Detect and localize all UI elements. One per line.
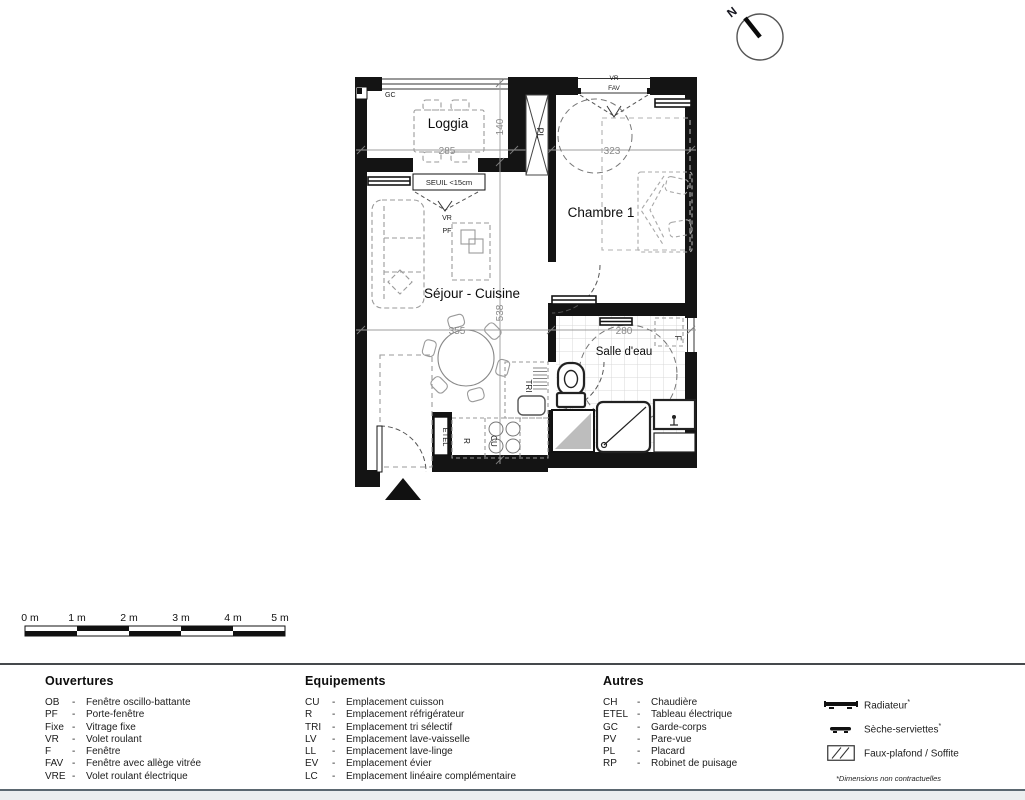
column-post-core <box>357 88 362 94</box>
legend-item <box>305 758 516 770</box>
scale-bar <box>21 612 289 636</box>
scale-label-2: 2 m <box>120 612 138 624</box>
scale-label-5: 5 m <box>271 612 289 624</box>
entry-zone <box>380 355 432 467</box>
symbol-label-sup: * <box>907 698 911 706</box>
legend-item-sep: - <box>332 721 336 733</box>
legend-equipements <box>305 674 516 783</box>
legend-item-label: Pare-vue <box>651 733 692 745</box>
legend-item <box>305 697 516 709</box>
legend-symbol-label <box>864 747 959 759</box>
label-tri: TRI <box>524 379 533 393</box>
legend-item-label: Emplacement cuisson <box>346 697 444 708</box>
room-label-loggia: Loggia <box>427 116 469 131</box>
legend-item-sep: - <box>332 709 336 721</box>
legend-item-code: R <box>305 709 313 721</box>
legend-item-label: Emplacement réfrigérateur <box>346 709 465 721</box>
bed <box>638 172 692 252</box>
legend-top-rule <box>0 663 1025 665</box>
legend-item-label: Emplacement lave-linge <box>346 746 453 758</box>
towel-dryer-icon <box>818 725 864 734</box>
label-etel: ETEL <box>441 427 450 447</box>
legend-item-code: F <box>45 746 52 758</box>
window-salle-eau <box>685 318 697 352</box>
legend-item-label: Fenêtre <box>86 746 121 758</box>
label-pl: PL <box>535 127 545 139</box>
legend-item-code: PL <box>603 746 616 758</box>
legend-equipements-title: Equipements <box>305 674 386 688</box>
sofa <box>372 200 424 308</box>
legend-item-code: GC <box>603 721 618 733</box>
legend-autres <box>603 674 737 771</box>
loggia-railing <box>382 79 508 89</box>
legend-item <box>305 771 516 783</box>
dim-sejour-width: 355 <box>448 326 466 337</box>
technical-shaft <box>552 410 594 452</box>
legend-item <box>45 771 201 783</box>
legend-item-label: Placard <box>651 746 685 758</box>
bathroom-sink <box>654 400 695 452</box>
legend-item-code: CU <box>305 697 320 708</box>
legend-item-sep: - <box>72 746 76 758</box>
room-label-salle-eau: Salle d'eau <box>595 346 653 358</box>
coffee-table <box>452 223 490 280</box>
label-vr-chambre: VR <box>609 75 619 82</box>
legend-item-sep: - <box>332 770 336 782</box>
legend-item-code: VR <box>45 733 59 745</box>
legend-item-sep: - <box>72 709 76 721</box>
legend-item-label: Emplacement tri sélectif <box>346 721 453 733</box>
legend-item-sep: - <box>72 721 76 733</box>
legend-item-label: Fenêtre oscillo-battante <box>86 697 191 708</box>
dim-loggia-height: 140 <box>495 118 506 136</box>
legend-symbol-faux-plafond <box>818 741 1023 765</box>
page-bottom-strip <box>0 791 1025 800</box>
scale-label-0: 0 m <box>21 612 39 624</box>
legend-symbol-label <box>864 699 910 711</box>
dining-table <box>421 313 510 402</box>
compass-north-label: N <box>724 3 740 21</box>
room-label-sejour-cuisine: Séjour - Cuisine <box>423 286 521 301</box>
legend-item-code: VRE <box>45 770 66 782</box>
legend-item-label: Vitrage fixe <box>86 721 136 733</box>
legend-item-sep: - <box>637 721 641 733</box>
seche-serviettes <box>600 318 632 325</box>
legend-symbol-label <box>864 723 941 735</box>
shower <box>597 402 650 452</box>
dim-chambre-width: 323 <box>603 146 621 157</box>
soffit-icon <box>818 745 864 761</box>
legend-item-sep: - <box>72 770 76 782</box>
label-cu: CU <box>489 435 498 447</box>
legend-item <box>45 758 201 770</box>
legend-item-label: Volet roulant électrique <box>86 770 188 782</box>
legend-item-code: EV <box>305 758 319 770</box>
legend-item-label: Garde-corps <box>651 721 707 733</box>
label-gc: GC <box>385 92 396 99</box>
legend-item-sep: - <box>332 733 336 745</box>
symbol-label-text: Radiateur <box>864 700 908 712</box>
legend-item-label: Emplacement linéaire complémentaire <box>346 770 517 782</box>
label-pf-sejour: PF <box>442 228 452 235</box>
room-label-chambre1: Chambre 1 <box>567 205 635 220</box>
dim-loggia-width: 285 <box>438 146 456 157</box>
legend-item-code: RP <box>603 758 617 770</box>
legend-item-code: LV <box>305 733 317 745</box>
legend-item-label: Chaudière <box>651 697 698 708</box>
legend-symbol-radiateur <box>818 693 1023 717</box>
radiator-chambre-haut <box>655 99 691 107</box>
legend-autres-title: Autres <box>603 674 644 688</box>
symbol-label-sup: * <box>938 722 942 730</box>
legend-item <box>603 758 737 770</box>
legend-item <box>305 746 516 758</box>
legend-ouvertures-title: Ouvertures <box>45 674 114 688</box>
radiator-sejour <box>368 177 410 185</box>
legend-item-code: PF <box>45 709 58 721</box>
legend-item-code: FAV <box>45 758 64 770</box>
legend-item <box>305 734 516 746</box>
scale-label-4: 4 m <box>224 612 242 624</box>
toilet <box>557 363 585 407</box>
radiator-chambre-bas <box>552 296 596 304</box>
legend-item-sep: - <box>637 758 641 770</box>
legend-item-label: Porte-fenêtre <box>86 709 145 721</box>
legend-item-sep: - <box>72 697 76 708</box>
chambre-furniture-zone <box>602 118 690 250</box>
symbol-label-text: Faux-plafond / Soffite <box>864 748 959 760</box>
dim-salle-eau-width: 280 <box>615 326 633 337</box>
legend-item-code: Fixe <box>45 721 64 733</box>
legend-item <box>603 734 737 746</box>
legend-symbol-seche-serviettes <box>818 717 1023 741</box>
legend-item-sep: - <box>637 746 641 758</box>
legend-symbols <box>818 693 1023 765</box>
label-fav-chambre: FAV <box>608 85 620 92</box>
legend-item <box>305 709 516 721</box>
legend-item <box>45 722 201 734</box>
legend-item-code: PV <box>603 733 617 745</box>
legend-item-sep: - <box>72 733 76 745</box>
legend-item <box>603 746 737 758</box>
legend-footnote: *Dimensions non contractuelles <box>836 774 942 783</box>
legend-item-sep: - <box>637 733 641 745</box>
legend-item-code: LC <box>305 770 318 782</box>
label-f: F <box>673 335 683 341</box>
legend-item-sep: - <box>72 758 76 770</box>
legend-item-label: Emplacement lave-vaisselle <box>346 733 470 745</box>
legend-item-label: Fenêtre avec allège vitrée <box>86 758 202 770</box>
label-vr-sejour: VR <box>442 215 452 222</box>
legend-item <box>45 697 201 709</box>
symbol-label-text: Sèche-serviettes <box>864 724 939 736</box>
legend-item-sep: - <box>332 746 336 758</box>
compass <box>724 4 783 60</box>
entrance-triangle-marker <box>385 478 421 500</box>
legend-item <box>603 697 737 709</box>
legend-item-label: Robinet de puisage <box>651 758 738 770</box>
radiator-icon <box>818 700 864 710</box>
legend-item-code: TRI <box>305 721 322 733</box>
legend-item-sep: - <box>637 697 641 708</box>
legend-item <box>45 709 201 721</box>
label-r: R <box>462 438 471 444</box>
label-seuil: SEUIL <15cm <box>425 178 473 187</box>
dim-sejour-height: 538 <box>495 304 506 322</box>
legend-item-code: ETEL <box>603 709 629 721</box>
turning-circle-chambre <box>558 99 632 173</box>
legend-item-label: Tableau électrique <box>651 709 733 721</box>
legend-item-label: Volet roulant <box>86 733 142 745</box>
legend-item-label: Emplacement évier <box>346 758 432 770</box>
legend-item <box>603 709 737 721</box>
legend-item-sep: - <box>332 758 336 770</box>
legend-item-sep: - <box>637 709 641 721</box>
legend-item-sep: - <box>332 697 336 708</box>
legend-item-code: OB <box>45 697 60 708</box>
legend-item <box>45 734 201 746</box>
legend-item-code: LL <box>305 746 317 758</box>
legend-item <box>305 722 516 734</box>
entry-door-leaf <box>377 426 382 472</box>
legend-ouvertures <box>45 674 201 783</box>
legend-item <box>45 746 201 758</box>
legend-item <box>603 722 737 734</box>
loggia-door-swing <box>415 192 478 210</box>
scale-label-1: 1 m <box>68 612 86 624</box>
scale-label-3: 3 m <box>172 612 190 624</box>
legend-item-code: CH <box>603 697 618 708</box>
